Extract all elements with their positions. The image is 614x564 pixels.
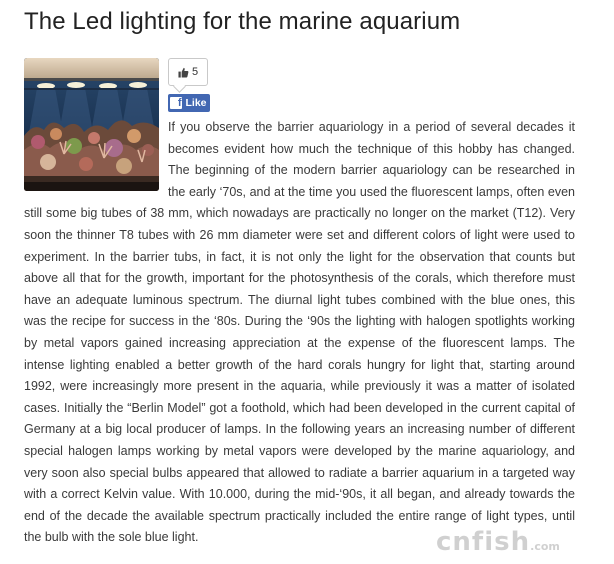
facebook-like-button[interactable] bbox=[168, 94, 210, 112]
watermark bbox=[436, 527, 560, 557]
thumbs-up-icon bbox=[178, 67, 189, 78]
facebook-like-label: Like bbox=[185, 97, 207, 109]
like-count-box[interactable] bbox=[168, 58, 208, 86]
article-title: The Led lighting for the marine aquarium bbox=[24, 8, 461, 35]
facebook-icon: f bbox=[170, 97, 182, 109]
like-count: 5 bbox=[191, 66, 199, 78]
watermark-suffix: .com bbox=[530, 540, 560, 553]
image-float-spacer bbox=[24, 117, 168, 202]
article-body bbox=[24, 117, 575, 549]
watermark-text: cnfish bbox=[436, 527, 531, 557]
article-body-text: If you observe the barrier aquariology in a period of several decades it becomes evident how much the technique of this hobby has changed. The beginning of the modern barrier aquariology can be researched in the early ‘70s, and at the time you used the fluorescent lamps, often even still some big tubes of 38 mm, which nowadays are practically no longer on the market (T12). Very soon the thinner T8 tubes with 26 mm diameter were set and different colors of light were used to experiment. In the barrier tubs, in fact, it is not only the light for the observation that counts but above all that for the growth, important for the photosynthesis of the corals, which therefore must have an adequate luminous spectrum. The diurnal light tubes combined with the blue ones, this was the recipe for success in the ‘80s. During the ‘90s the lighting with halogen spotlights working by metal vapors gained increasing appreciation at the expense of the fluorescent lamps. The intense lighting enabled a better growth of the hard corals hungry for light that, starting around 1992, were increasingly more present in the aquaria, while previously it was a matter of isolated cases. Initially the “Berlin Model” got a foothold, which had been developed in the current capital of Germany at a big local producer of lamps. In the following years an increasing number of different special halogen lamps working by metal vapors were developed by the marine aquariology, and very soon also special bulbs appeared that allowed to radiate a barrier aquarium in a targeted way with a correct Kelvin value. With 10.000, during the mid-‘90s, it all began, and already towards the end of the decade the available spectrum practically included the entire range of light types, until the bulb with the sole blue light. bbox=[24, 120, 575, 545]
